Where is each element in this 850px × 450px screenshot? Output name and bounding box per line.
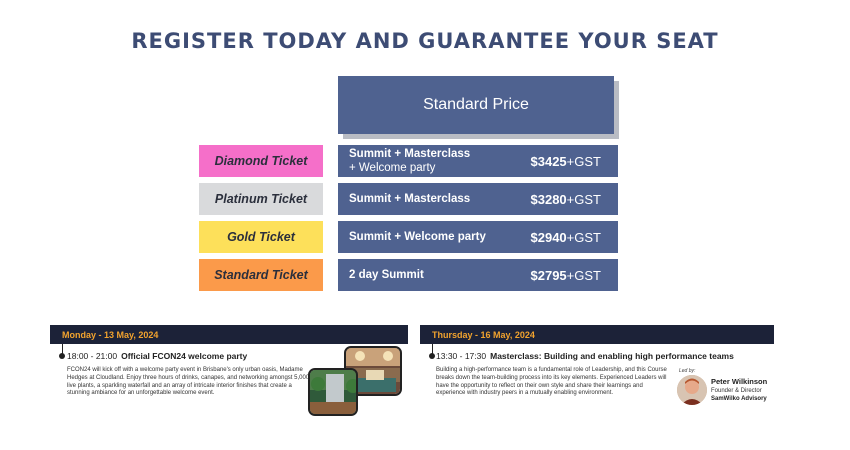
presenter-org: SamWilko Advisory	[711, 396, 767, 402]
tier-row-platinum	[338, 183, 618, 215]
venue-photo	[308, 368, 358, 416]
tier-price	[531, 183, 601, 215]
tier-price	[531, 221, 601, 253]
price-amount: $2940	[530, 229, 567, 245]
event-date-bar-monday	[50, 325, 408, 344]
timeline-dot	[59, 353, 65, 359]
standard-price-header: Standard Price	[338, 76, 614, 134]
tier-description-line1: Summit + Welcome party	[349, 231, 486, 243]
event-date-bar-thursday	[420, 325, 774, 344]
event-time: 18:00 - 21:00	[67, 351, 118, 361]
tier-label-standard: Standard Ticket	[199, 259, 323, 291]
tier-description	[349, 183, 470, 215]
tier-description-line2: + Welcome party	[349, 162, 436, 174]
tier-description	[349, 259, 424, 291]
tier-row-gold	[338, 221, 618, 253]
led-by-label: Led by:	[679, 368, 696, 374]
price-suffix: +GST	[566, 267, 601, 283]
price-suffix: +GST	[566, 153, 601, 169]
price-suffix: +GST	[566, 191, 601, 207]
event-date: Thursday - 16 May, 2024	[432, 329, 535, 340]
event-date: Monday - 13 May, 2024	[62, 329, 159, 340]
tier-description	[349, 145, 470, 177]
event-time-title	[67, 351, 247, 361]
price-amount: $2795	[530, 267, 567, 283]
price-suffix: +GST	[566, 229, 601, 245]
event-time: 13:30 - 17:30	[436, 351, 487, 361]
event-time-title	[436, 351, 734, 361]
presenter-name: Peter Wilkinson	[711, 377, 768, 386]
tier-label-diamond: Diamond Ticket	[199, 145, 323, 177]
tier-description-line1: Summit + Masterclass	[349, 193, 471, 205]
price-amount: $3280	[530, 191, 567, 207]
tier-row-standard	[338, 259, 618, 291]
tier-price	[531, 259, 601, 291]
event-title: Masterclass: Building and enabling high performance teams	[490, 351, 734, 361]
page-headline: REGISTER TODAY AND GUARANTEE YOUR SEAT	[131, 29, 719, 53]
tier-label-gold: Gold Ticket	[199, 221, 323, 253]
tier-description-line1: Summit + Masterclass	[349, 148, 471, 160]
tier-description-line1: 2 day Summit	[349, 269, 424, 281]
presenter-avatar	[677, 375, 707, 405]
tier-price	[531, 145, 601, 177]
event-description: Building a high-performance team is a fundamental role of Leadership, and this Course breaks down the team-building process into its key elements. Experienced Leaders will have the opportunity to reflect on their own style and share their learnings and experience with industry peers in a mutually enabling environment.	[436, 367, 667, 397]
timeline-dot	[429, 353, 435, 359]
price-amount: $3425	[530, 153, 567, 169]
event-description: FCON24 will kick off with a welcome party event in Brisbane's only urban oasis, Madame Hedges at Cloudland. Enjoy three hours of drinks, canapes, and networking amongst 5,000 live plants, a sparkling waterfall and an array of intricate interior finishes that create a stunning ambiance for an unforgettable welcome event.	[67, 367, 310, 397]
event-title: Official FCON24 welcome party	[121, 351, 248, 361]
tier-label-platinum: Platinum Ticket	[199, 183, 323, 215]
tier-description	[349, 221, 486, 253]
tier-row-diamond	[338, 145, 618, 177]
presenter-role: Founder & Director	[711, 388, 762, 394]
